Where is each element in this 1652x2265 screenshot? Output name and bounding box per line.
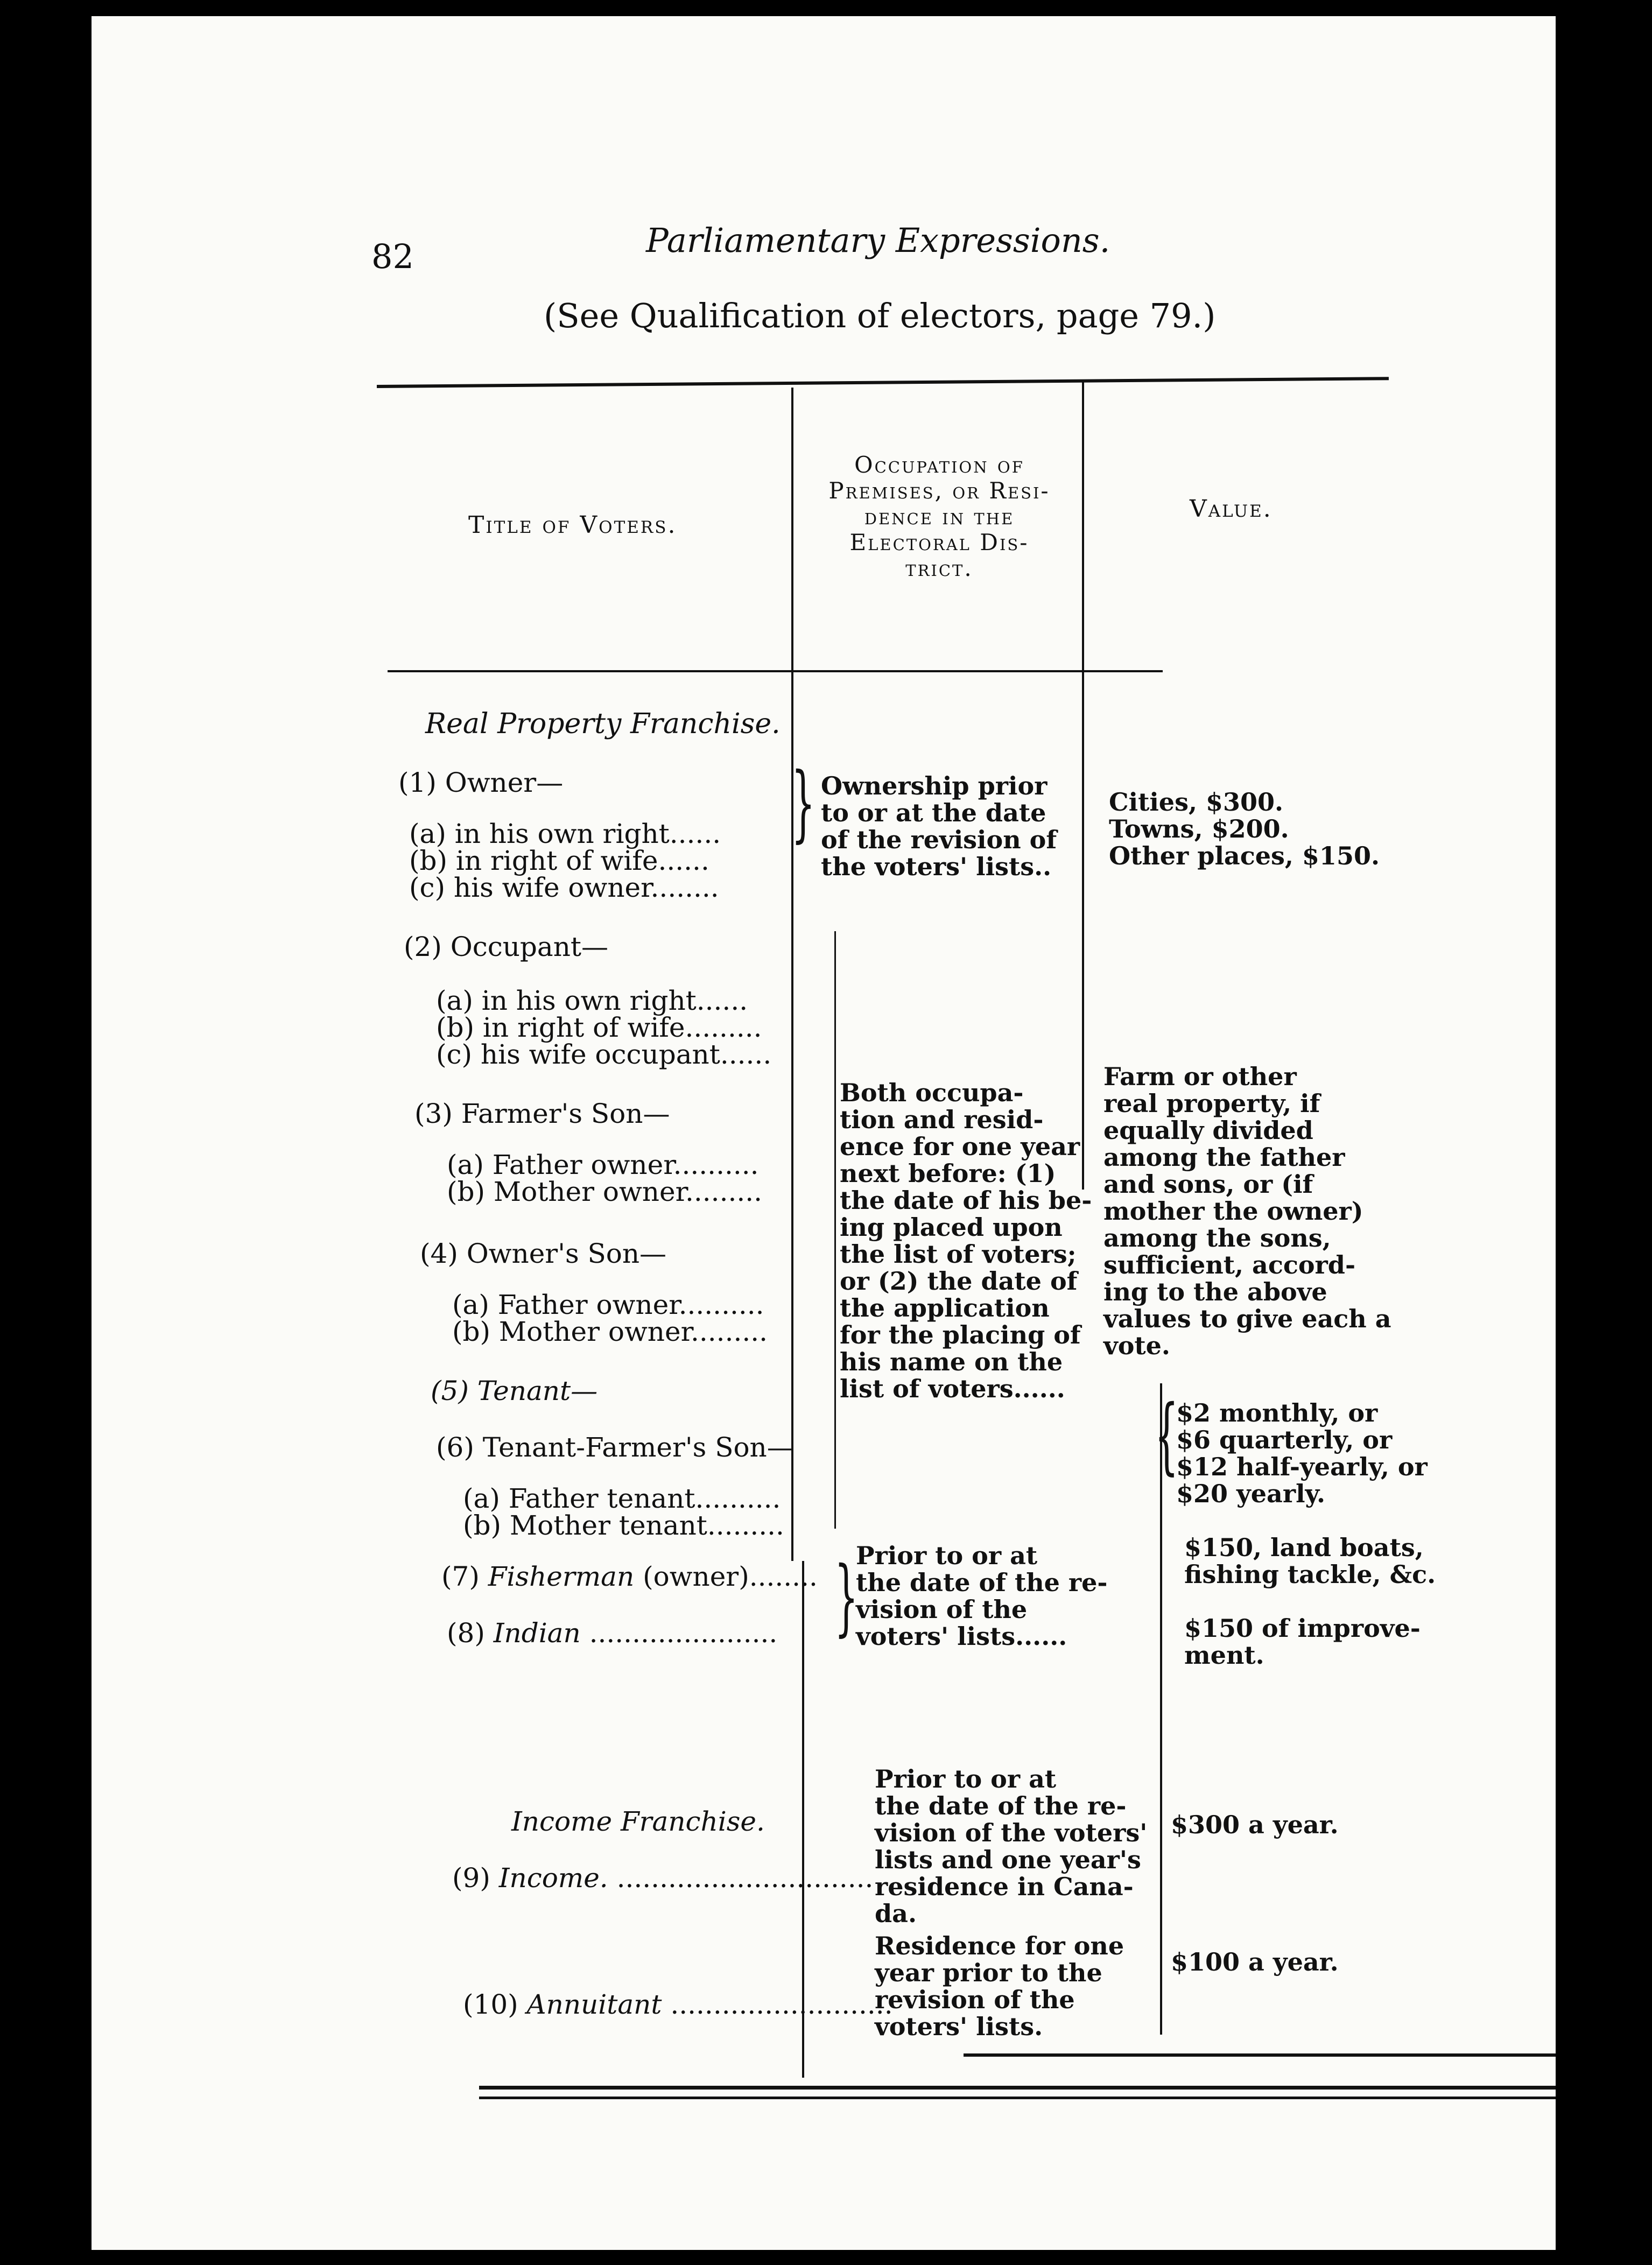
column-rule-2 xyxy=(1082,382,1084,1190)
title-owner: (1) Owner— xyxy=(398,767,564,798)
title-farmers-son: (3) Farmer's Son— xyxy=(414,1098,670,1129)
bracket-occupant-rule xyxy=(834,931,836,1529)
title-tenant-farmers-son: (6) Tenant-Farmer's Son— xyxy=(436,1432,794,1463)
header-bottom-rule xyxy=(388,670,1163,672)
running-title: Parliamentary Expressions. xyxy=(646,221,1110,260)
value-annuitant: $100 a year. xyxy=(1171,1947,1339,1976)
page xyxy=(92,16,1556,2250)
occupation-income: Prior to or at the date of the re- vision of the voters' lists and one year's residence in Cana- da. xyxy=(875,1764,1148,1928)
section-income: Income Franchise. xyxy=(511,1806,765,1837)
table-top-rule xyxy=(377,377,1389,388)
header-title-of-voters: Title of Voters. xyxy=(468,511,677,539)
title-owners-son-a: (a) Father owner.......... xyxy=(452,1289,764,1320)
subtitle: (See Qualification of electors, page 79.) xyxy=(544,296,1216,335)
title-farmers-son-a: (a) Father owner.......... xyxy=(447,1149,759,1180)
title-owner-c: (c) his wife owner........ xyxy=(409,872,719,903)
bottom-rule-2 xyxy=(479,2086,1561,2090)
title-tenant: (5) Tenant— xyxy=(431,1375,598,1406)
page-number: 82 xyxy=(371,237,414,276)
bottom-rule-3 xyxy=(479,2097,1561,2099)
value-farm: Farm or other real property, if equally divided among the father and sons, or (if mother the owner) among the sons, sufficient, accord- ing to the above values to give each a vote. xyxy=(1103,1062,1391,1360)
title-occupant-b: (b) in right of wife......... xyxy=(436,1012,762,1043)
occupation-prior: Prior to or at the date of the re- vision of the voters' lists...... xyxy=(856,1541,1108,1651)
title-owner-b: (b) in right of wife...... xyxy=(409,845,709,876)
column-rule-1 xyxy=(791,388,793,1561)
title-occupant-c: (c) his wife occupant...... xyxy=(436,1039,772,1070)
brace-tenant-values: { xyxy=(1155,1387,1179,1485)
title-farmers-son-b: (b) Mother owner......... xyxy=(447,1176,763,1207)
title-owners-son: (4) Owner's Son— xyxy=(420,1238,667,1269)
title-occupant: (2) Occupant— xyxy=(404,931,609,962)
brace-owner: } xyxy=(791,754,816,852)
title-fisherman: (7) Fisherman (owner)........ xyxy=(441,1561,818,1592)
section-real-property: Real Property Franchise. xyxy=(425,708,781,740)
brace-fisherman-indian: } xyxy=(834,1548,859,1646)
title-tenant-farmers-son-b: (b) Mother tenant......... xyxy=(463,1510,784,1541)
value-indian: $150 of improve- ment. xyxy=(1184,1614,1421,1670)
bottom-rule-1 xyxy=(964,2053,1561,2057)
value-tenant: $2 monthly, or $6 quarterly, or $12 half-yearly, or $20 yearly. xyxy=(1176,1398,1428,1508)
title-tenant-farmers-son-a: (a) Father tenant.......... xyxy=(463,1483,781,1514)
value-fisherman: $150, land boats, fishing tackle, &c. xyxy=(1184,1533,1436,1589)
title-occupant-a: (a) in his own right...... xyxy=(436,985,748,1016)
header-value: Value. xyxy=(1190,495,1273,523)
value-owner: Cities, $300. Towns, $200. Other places, $150. xyxy=(1109,787,1380,870)
title-owners-son-b: (b) Mother owner......... xyxy=(452,1316,768,1347)
title-indian: (8) Indian ...................... xyxy=(447,1617,778,1649)
title-owner-a: (a) in his own right...... xyxy=(409,818,721,849)
occupation-ownership: Ownership prior to or at the date of the revision of the voters' lists.. xyxy=(821,771,1057,881)
value-income: $300 a year. xyxy=(1171,1810,1339,1839)
scan-margin-right xyxy=(1556,0,1652,2265)
header-occupation: Occupation of Premises, or Resi- dence in the Electoral Dis- trict. xyxy=(828,452,1050,581)
title-annuitant: (10) Annuitant .......................... xyxy=(463,1989,893,2020)
occupation-both: Both occupa- tion and resid- ence for one year next before: (1) the date of his be- ing placed upon the list of voters; or (2) the date of the application for the placing of his name on the list of voters...... xyxy=(840,1078,1092,1403)
occupation-annuitant: Residence for one year prior to the revision of the voters' lists. xyxy=(875,1931,1124,2041)
title-income: (9) Income. .............................. xyxy=(452,1862,874,1894)
